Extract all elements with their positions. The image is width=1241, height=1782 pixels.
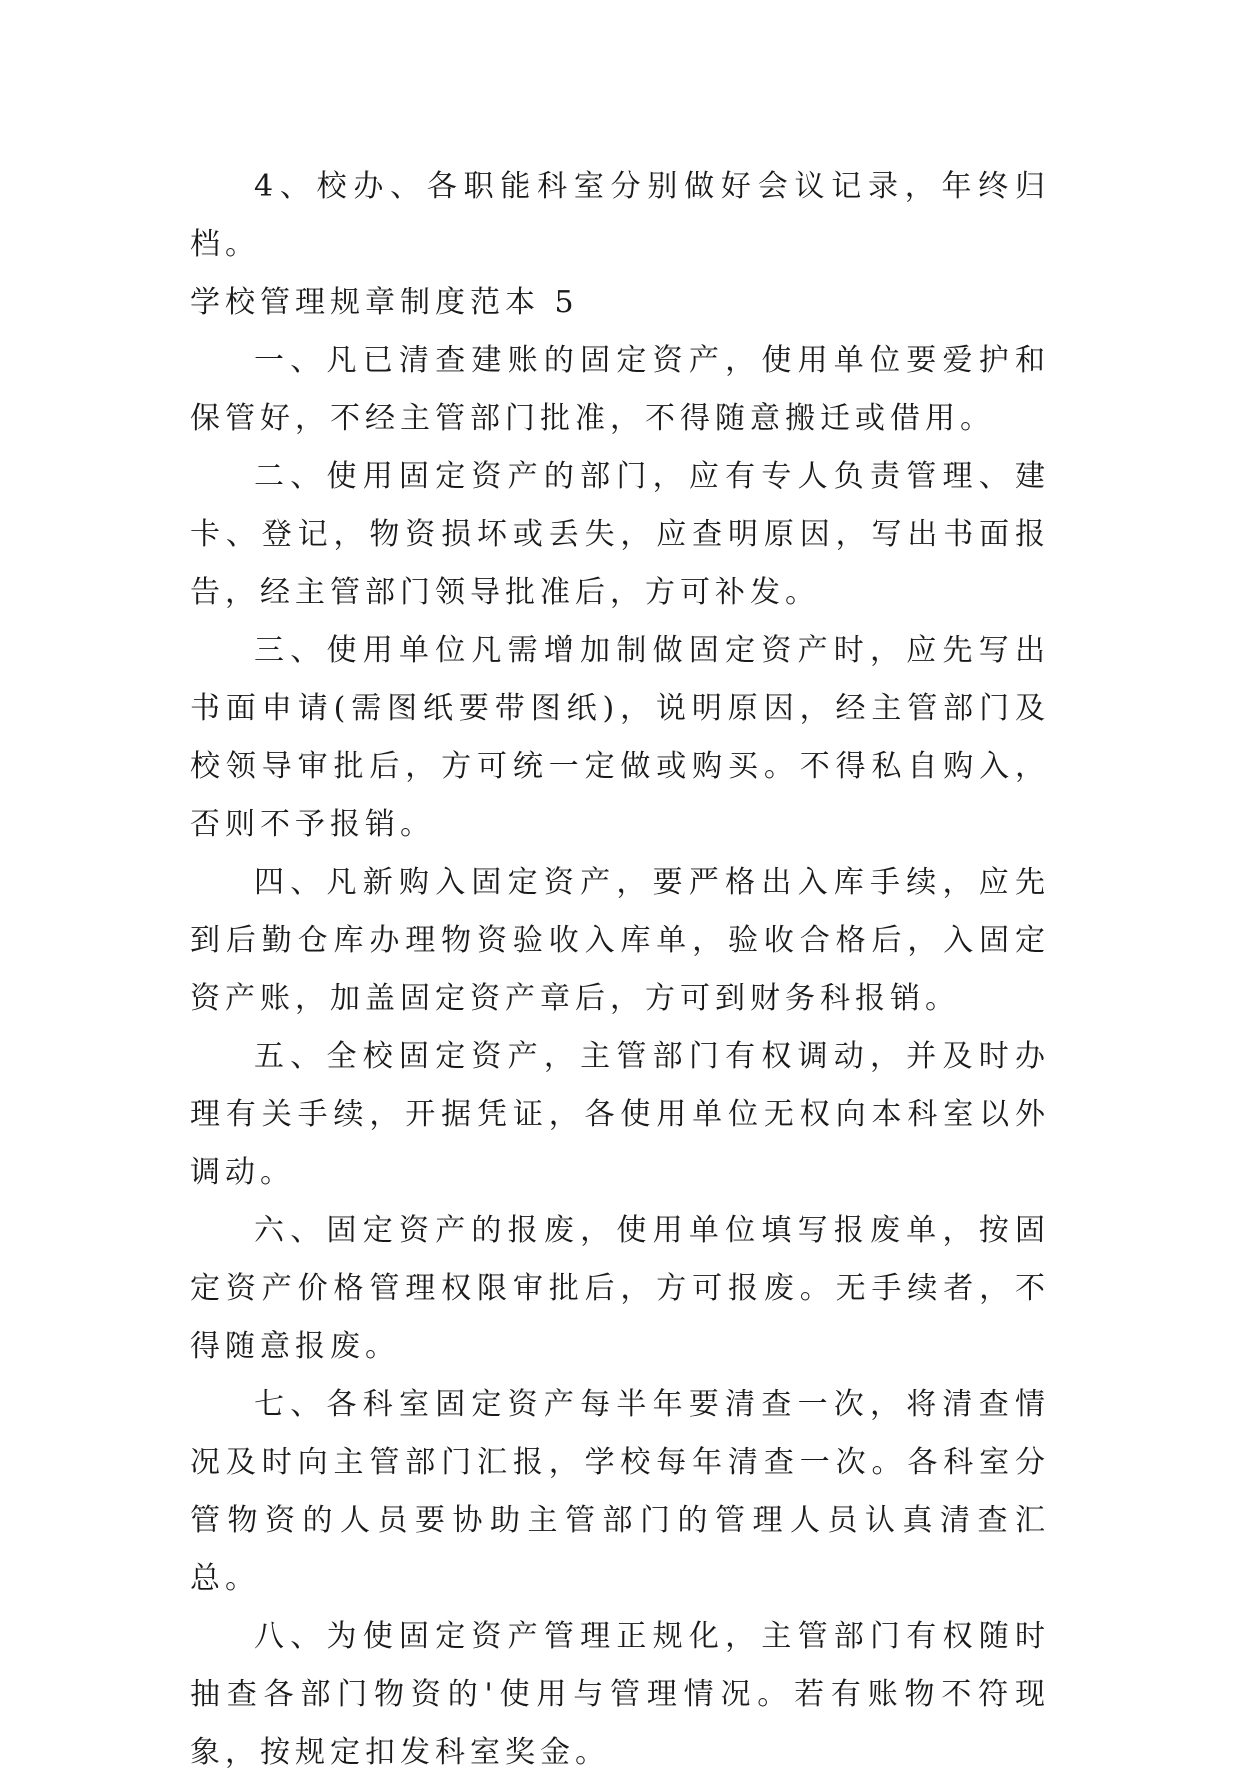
paragraph-1: 一、凡已清查建账的固定资产，使用单位要爱护和保管好，不经主管部门批准，不得随意搬迁或借用。: [190, 343, 1050, 436]
section-title: 学校管理规章制度范本 5: [190, 285, 579, 320]
paragraph-5: 五、全校固定资产，主管部门有权调动，并及时办理有关手续，开据凭证，各使用单位无权向本科室以外调动。: [190, 1039, 1050, 1190]
paragraph-3: 三、使用单位凡需增加制做固定资产时，应先写出书面申请(需图纸要带图纸)，说明原因，经主管部门及校领导审批后，方可统一定做或购买。不得私自购入，否则不予报销。: [190, 633, 1050, 842]
intro-line: 4、校办、各职能科室分别做好会议记录，年终归档。: [190, 169, 1050, 262]
paragraph-6: 六、固定资产的报废，使用单位填写报废单，按固定资产价格管理权限审批后，方可报废。无手续者，不得随意报废。: [190, 1213, 1050, 1364]
paragraph-4: 四、凡新购入固定资产，要严格出入库手续，应先到后勤仓库办理物资验收入库单，验收合格后，入固定资产账，加盖固定资产章后，方可到财务科报销。: [190, 865, 1050, 1016]
paragraph-2: 二、使用固定资产的部门，应有专人负责管理、建卡、登记，物资损坏或丢失，应查明原因，写出书面报告，经主管部门领导批准后，方可补发。: [190, 459, 1050, 610]
paragraph-8: 八、为使固定资产管理正规化，主管部门有权随时抽查各部门物资的'使用与管理情况。若有账物不符现象，按规定扣发科室奖金。: [190, 1619, 1050, 1770]
document-body: [190, 158, 1050, 1782]
paragraph-7: 七、各科室固定资产每半年要清查一次，将清查情况及时向主管部门汇报，学校每年清查一次。各科室分管物资的人员要协助主管部门的管理人员认真清查汇总。: [190, 1387, 1050, 1596]
